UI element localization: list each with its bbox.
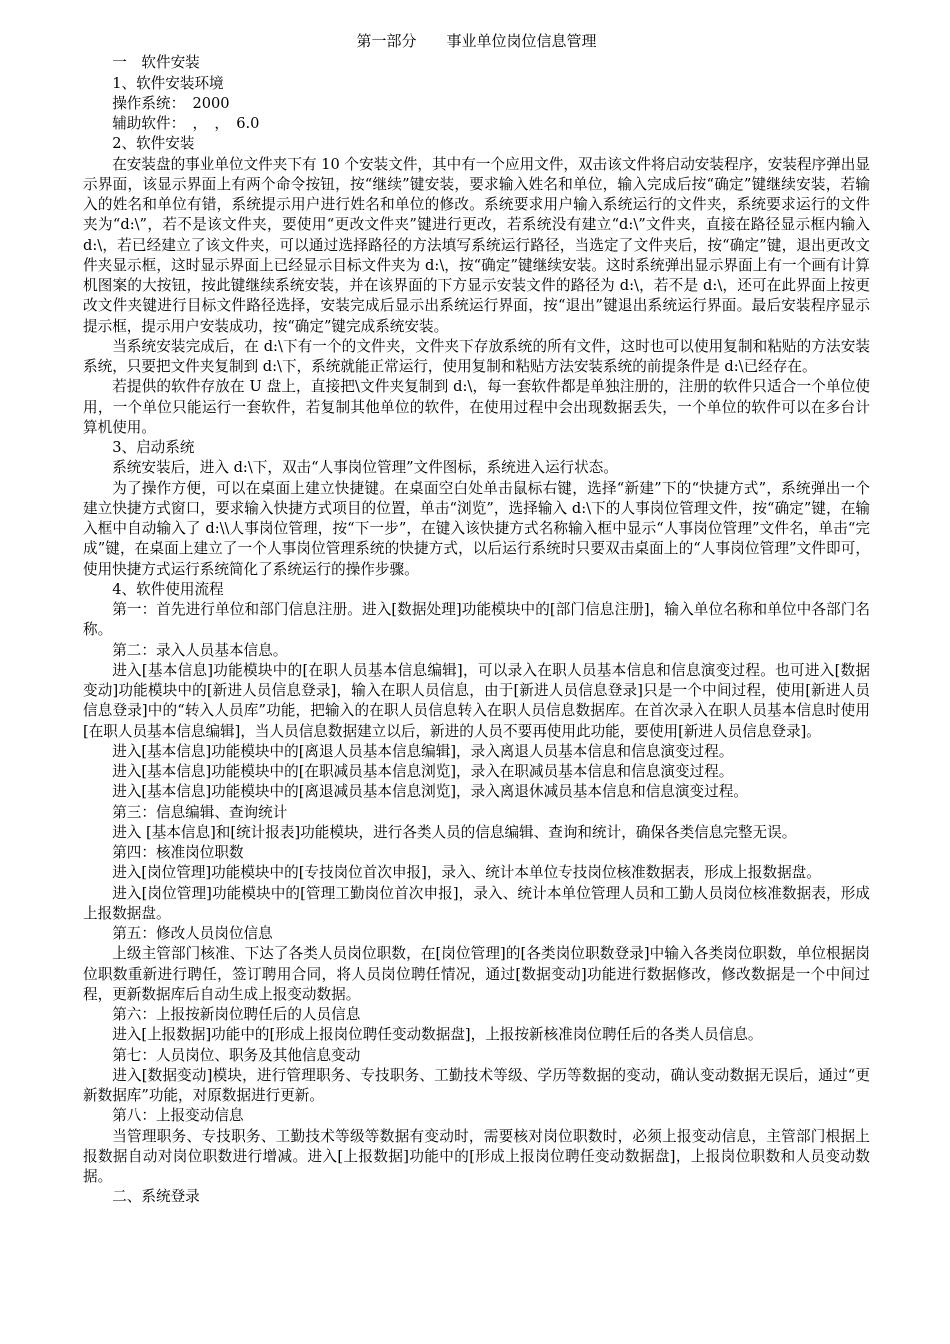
paragraph: 若提供的软件存放在 U 盘上，直接把\文件夹复制到 d:\，每一套软件都是单独注册的，注册的软件只适合一个单位使用，一个单位只能运行一套软件，若复制其他单位的软件，在使用过程中会出现数据丢失，一个单位的软件可以在多台计算机使用。 xyxy=(83,378,870,436)
paragraph: 当管理职务、专技职务、工勤技术等级等数据有变动时，需要核对岗位职数时，必须上报变动信息，主管部门根据上报数据自动对岗位职数进行增减。进入[上报数据]功能中的[形成上报岗位聘任变动数据盘]，上报岗位职数和人员变动数据。 xyxy=(83,1127,870,1185)
paragraph: 第七：人员岗位、职务及其他信息变动 xyxy=(112,1046,361,1064)
document-title xyxy=(83,31,870,51)
paragraph: 第四：核准岗位职数 xyxy=(112,844,244,861)
paragraph: 第三：信息编辑、查询统计 xyxy=(112,803,288,821)
paragraph: 系统安装后，进入 d:\下，双击“人事岗位管理”文件图标，系统进入运行状态。 xyxy=(112,459,618,477)
title-part: 第一部分 xyxy=(356,32,417,50)
paragraph: 上级主管部门核准、下达了各类人员岗位职数，在[岗位管理]的[各类岗位职数登录]中输入各类岗位职数，单位根据岗位职数重新进行聘任，签订聘用合同，将人员岗位聘任情况，通过[数据变动]功能进行数据修改，修改数据是一个中间过程，更新数据库后自动生成上报变动数据。 xyxy=(83,945,870,1003)
paragraph: 为了操作方便，可以在桌面上建立快捷键。在桌面空白处单击鼠标右键，选择“新建”下的“快捷方式”，系统弹出一个建立快捷方式窗口，要求输入快捷方式项目的位置，单击“浏览”，选择输入 d:\下的人事岗位管理文件，按“确定”键，在输入框中自动输入了 d:\\人事岗位管理，按“下一步”，在键入该快捷方式名称输入框中显示“人事岗位管理”文件名，单击“完成”键，在桌面上建立了一个人事岗位管理系统的快捷方式，以后运行系统时只要双击桌面上的“人事岗位管理”文件即可，使用快捷方式运行系统简化了系统运行的操作步骤。 xyxy=(83,479,870,578)
section-heading: 二、系统登录 xyxy=(112,1188,200,1206)
section-heading: 4、软件使用流程 xyxy=(112,580,224,598)
paragraph: 在安装盘的事业单位文件夹下有 10 个安装文件，其中有一个应用文件，双击该文件将启动安装程序，安装程序弹出显示界面，该显示界面上有两个命令按钮，按“继续”键安装，要求输入姓名和单位，输入完成后按“确定”键继续安装，若输入的姓名和单位有错，系统提示用户进行姓名和单位的修改。系统要求用户输入系统运行的文件夹，系统要求运行的文件夹为“d:\”，若不是该文件夹，要使用“更改文件夹”键进行更改，若系统没有建立“d:\”文件夹，直接在路径显示框内输入 d:\，若已经建立了该文件夹，可以通过选择路径的方法填写系统运行路径，当选定了文件夹后，按“确定”键，退出更改文件夹显示框，这时显示界面上已经显示目标文件夹为 d:\，按“确定”键继续安装。这时系统弹出显示界面上有一个画有计算机图案的大按钮，按此键继续系统安装，并在该界面的下方显示安装文件的路径为 d:\，若不是 d:\，还可在此界面上按更改文件夹键进行目标文件路径选择，安装完成后显示出系统运行界面，按“退出”键退出系统运行界面。最后安装程序显示提示框，提示用户安装成功，按“确定”键完成系统安装。 xyxy=(83,155,870,335)
paragraph: 进入[基本信息]功能模块中的[在职减员基本信息浏览]，录入在职减员基本信息和信息演变过程。 xyxy=(112,763,734,780)
document-body xyxy=(83,53,870,1207)
section-heading: 3、启动系统 xyxy=(112,439,195,456)
paragraph: 进入[上报数据]功能中的[形成上报岗位聘任变动数据盘]，上报按新核准岗位聘任后的各类人员信息。 xyxy=(112,1026,763,1044)
section-heading: 一 软件安装 xyxy=(112,54,200,72)
paragraph: 第八：上报变动信息 xyxy=(112,1107,244,1125)
paragraph: 进入 [基本信息]和[统计报表]功能模块，进行各类人员的信息编辑、查询和统计，确保各类信息完整无误。 xyxy=(112,823,797,841)
paragraph: 当系统安装完成后，在 d:\下有一个的文件夹，文件夹下存放系统的所有文件，这时也可以使用复制和粘贴的方法安装系统，只要把文件夹复制到 d:\下，系统就能正常运行，使用复制和粘贴方法安装系统的前提条件是 d:\已经存在。 xyxy=(83,337,870,375)
paragraph: 进入[数据变动]模块，进行管理职务、专技职务、工勤技术等级、学历等数据的变动，确认变动数据无误后，通过“更新数据库”功能，对原数据进行更新。 xyxy=(83,1066,870,1104)
paragraph: 第一：首先进行单位和部门信息注册。进入[数据处理]功能模块中的[部门信息注册]，输入单位名称和单位中各部门名称。 xyxy=(83,601,870,639)
paragraph: 第二：录入人员基本信息。 xyxy=(112,641,288,659)
paragraph: 进入[岗位管理]功能模块中的[专技岗位首次申报]，录入、统计本单位专技岗位核准数据表，形成上报数据盘。 xyxy=(112,864,821,882)
paragraph: 进入[基本信息]功能模块中的[离退减员基本信息浏览]，录入离退休减员基本信息和信息演变过程。 xyxy=(112,783,748,801)
title-text: 事业单位岗位信息管理 xyxy=(446,32,597,50)
section-heading: 2、软件安装 xyxy=(112,135,195,153)
paragraph: 进入[岗位管理]功能模块中的[管理工勤岗位首次申报]，录入、统计本单位管理人员和工勤人员岗位核准数据表，形成上报数据盘。 xyxy=(83,884,870,922)
paragraph: 第五：修改人员岗位信息 xyxy=(112,925,273,942)
section-heading: 操作系统： 2000 xyxy=(112,94,230,112)
paragraph: 进入[基本信息]功能模块中的[离退人员基本信息编辑]，录入离退人员基本信息和信息演变过程。 xyxy=(112,742,734,760)
paragraph: 进入[基本信息]功能模块中的[在职人员基本信息编辑]，可以录入在职人员基本信息和信息演变过程。也可进入[数据变动]功能模块中的[新进人员信息登录]，输入在职人员信息，由于[新进人员信息登录]只是一个中间过程，使用[新进人员信息登录]中的“转入人员库”功能，把输入的在职人员信息转入在职人员信息数据库。在首次录入在职人员基本信息时使用[在职人员基本信息编辑]，当人员信息数据建立以后，新进的人员不要再使用此功能，要使用[新进人员信息登录]。 xyxy=(83,661,870,740)
paragraph: 第六：上报按新岗位聘任后的人员信息 xyxy=(112,1006,361,1023)
section-heading: 1、软件安装环境 xyxy=(112,74,224,92)
section-heading: 辅助软件： ， ， 6.0 xyxy=(112,115,260,132)
